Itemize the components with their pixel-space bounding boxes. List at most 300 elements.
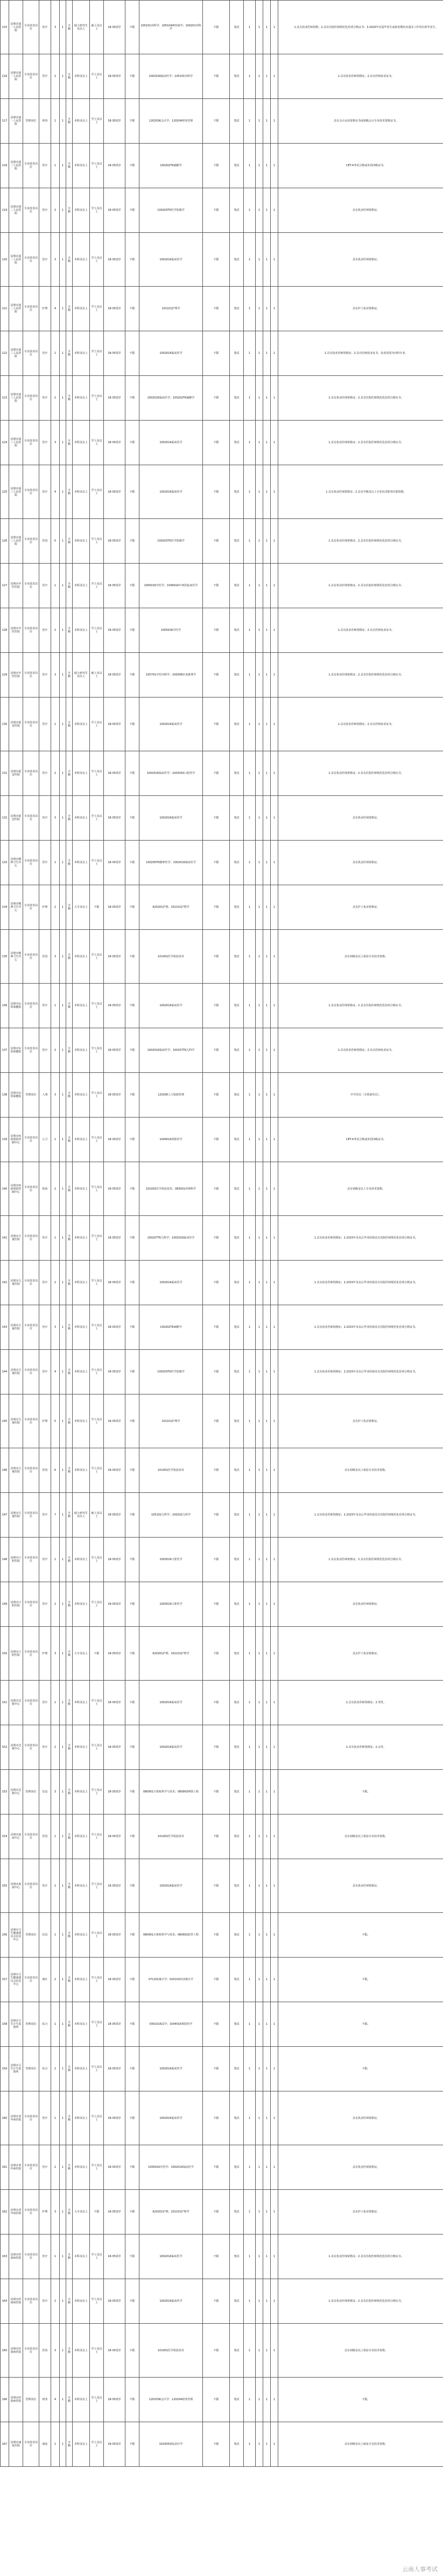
cell-code: 1 — [51, 1681, 60, 1725]
cell-l3: 1 — [271, 2378, 278, 2422]
cell-dir: 1 — [244, 1305, 256, 1350]
cell-no: 147 — [1, 1493, 9, 1538]
cell-extra: 不限 — [203, 885, 230, 930]
cell-major: 101001医学检验技术；083001环境科学 — [139, 1162, 203, 1216]
cell-area: 不限 — [125, 2235, 139, 2279]
cell-cond: 不限。 — [278, 2047, 443, 2091]
cell-degree: 学士及以上 — [90, 2279, 104, 2324]
cell-cat: 医疗 — [39, 608, 51, 653]
cell-age: 18-35周岁 — [104, 984, 125, 1028]
cell-l3: 1 — [271, 885, 278, 930]
cell-no: 132 — [1, 796, 9, 841]
cell-exam: 笔试 — [230, 1493, 244, 1538]
cell-degree: 学士及以上 — [90, 1350, 104, 1394]
cell-l2: 1 — [263, 331, 271, 376]
table-row — [1, 376, 443, 421]
cell-nature: 全额 — [66, 465, 73, 519]
cell-area: 不限 — [125, 751, 139, 796]
cell-dir: 1 — [244, 1582, 256, 1627]
cell-area: 不限 — [125, 1770, 139, 1814]
cell-age: 18-35周岁 — [104, 144, 125, 188]
cell-degree: 不限 — [90, 2190, 104, 2235]
cell-nature: 全额 — [66, 1493, 73, 1538]
cell-post: 专业技术岗位 — [23, 1538, 39, 1582]
cell-l2: 1 — [263, 1216, 271, 1261]
cell-no: 118 — [1, 144, 9, 188]
cell-cat: 医疗 — [39, 1216, 51, 1261]
table-row — [1, 2324, 443, 2378]
cell-age: 18-35周岁 — [104, 54, 125, 99]
cell-unit: 昆明市儿童医院 — [9, 1261, 23, 1305]
cell-l3: 1 — [271, 1305, 278, 1350]
cell-exam: 笔试 — [230, 984, 244, 1028]
cell-cond: 不限。 — [278, 1913, 443, 1958]
cell-dir: 1 — [244, 1627, 256, 1681]
cell-degree: 学士及以上 — [90, 984, 104, 1028]
cell-l3: 1 — [271, 2324, 278, 2378]
cell-no: 142 — [1, 1261, 9, 1305]
cell-post: 专业技术岗位 — [23, 930, 39, 984]
cell-dir: 1 — [244, 2145, 256, 2190]
cell-count: 1 — [60, 1028, 66, 1073]
cell-cat: 医疗 — [39, 1582, 51, 1627]
cell-extra: 不限 — [203, 2002, 230, 2047]
cell-l1: 1 — [256, 1350, 263, 1394]
cell-area: 不限 — [125, 608, 139, 653]
cell-extra: 不限 — [203, 841, 230, 885]
cell-count: 1 — [60, 144, 66, 188]
cell-dir: 1 — [244, 1814, 256, 1859]
cell-exam: 笔试 — [230, 2378, 244, 2422]
cell-extra: 不限 — [203, 2047, 230, 2091]
cell-dir: 1 — [244, 1448, 256, 1493]
cell-grade: 本科及以上 — [73, 1216, 90, 1261]
cell-age: 18-35周岁 — [104, 930, 125, 984]
cell-cat: 医疗 — [39, 2091, 51, 2145]
cell-grade: 本科及以上 — [73, 287, 90, 331]
cell-unit: 昆明市儿童医院 — [9, 1305, 23, 1350]
cell-unit: 昆明市第二人民医院 — [9, 188, 23, 233]
cell-l2: 1 — [263, 1725, 271, 1770]
cell-no: 159 — [1, 2047, 9, 2091]
cell-l1: 1 — [256, 233, 263, 287]
cell-count: 1 — [60, 1913, 66, 1958]
cell-post: 管理岗位 — [23, 1913, 39, 1958]
cell-code: 4 — [51, 2378, 60, 2422]
cell-age: 18-35周岁 — [104, 698, 125, 751]
cell-l1: 1 — [256, 144, 263, 188]
cell-exam: 笔试 — [230, 2190, 244, 2235]
cell-code: 1 — [51, 99, 60, 144]
cell-unit: 昆明市老年病医院 — [9, 2145, 23, 2190]
cell-cond: 具有护士执业资格证。 — [278, 2190, 443, 2235]
cell-post: 专业技术岗位 — [23, 1261, 39, 1305]
cell-dir: 1 — [244, 1859, 256, 1913]
cell-area: 不限 — [125, 1261, 139, 1305]
cell-age: 18-35周岁 — [104, 1770, 125, 1814]
cell-cond: 具有初级及以上检验专业技术资格。 — [278, 1814, 443, 1859]
cell-cond: 1.具有执业医师资格证；2.具有住院医师规范化培训合格证书。 — [278, 751, 443, 796]
cell-l2: 1 — [263, 287, 271, 331]
cell-cond: 具有护士执业资格证。 — [278, 885, 443, 930]
cell-code: 3 — [51, 233, 60, 287]
cell-age: 18-35周岁 — [104, 1305, 125, 1350]
cell-unit: 昆明市妇幼保健院 — [9, 984, 23, 1028]
cell-no: 123 — [1, 376, 9, 421]
cell-dir: 1 — [244, 465, 256, 519]
cell-post: 专业技术岗位 — [23, 2190, 39, 2235]
cell-l1: 1 — [256, 2145, 263, 2190]
cell-degree: 硕士及以上 — [90, 1493, 104, 1538]
cell-post: 专业技术岗位 — [23, 1394, 39, 1448]
cell-nature: 全额 — [66, 2235, 73, 2279]
cell-grade: 本科及以上 — [73, 1394, 90, 1448]
cell-cat: 检验 — [39, 1162, 51, 1216]
cell-grade: 本科及以上 — [73, 1859, 90, 1913]
cell-l3: 1 — [271, 1216, 278, 1261]
cell-l3: 1 — [271, 233, 278, 287]
cell-nature: 全额 — [66, 376, 73, 421]
cell-cat: 信息 — [39, 1913, 51, 1958]
cell-l2: 1 — [263, 1394, 271, 1448]
cell-extra: 不限 — [203, 1725, 230, 1770]
cell-extra: 不限 — [203, 1, 230, 54]
cell-count: 1 — [60, 2324, 66, 2378]
cell-unit: 昆明市儿童医院 — [9, 1493, 23, 1538]
cell-l1: 1 — [256, 608, 263, 653]
cell-extra: 不限 — [203, 331, 230, 376]
cell-dir: 1 — [244, 1770, 256, 1814]
cell-dir: 1 — [244, 564, 256, 608]
table-row — [1, 519, 443, 564]
cell-cond: 1.具有执业医师资格证；2.2015年及以后毕业的须具有住院医师规范化培训合格证书。 — [278, 1350, 443, 1394]
cell-l3: 1 — [271, 1913, 278, 1958]
cell-degree: 学士及以上 — [90, 54, 104, 99]
cell-l1: 1 — [256, 1162, 263, 1216]
cell-cond: 具有初级及以上康复专业技术资格。 — [278, 2422, 443, 2467]
table-row — [1, 1493, 443, 1538]
cell-cond: 1.具有执业医师资格证；2.具有医师执业证书。 — [278, 698, 443, 751]
cell-major: 105102儿科学；100202儿科学 — [139, 1493, 203, 1538]
cell-l3: 1 — [271, 796, 278, 841]
cell-exam: 笔试 — [230, 1028, 244, 1073]
cell-l1: 1 — [256, 1958, 263, 2002]
cell-cat: 医疗 — [39, 1261, 51, 1305]
cell-grade: 本科及以上 — [73, 841, 90, 885]
cell-age: 18-35周岁 — [104, 2002, 125, 2047]
cell-degree: 学士及以上 — [90, 1538, 104, 1582]
table-row — [1, 1, 443, 54]
cell-count: 1 — [60, 99, 66, 144]
cell-l3: 1 — [271, 1261, 278, 1305]
table-row — [1, 1028, 443, 1073]
cell-dir: 1 — [244, 841, 256, 885]
cell-area: 不限 — [125, 885, 139, 930]
cell-degree: 学士及以上 — [90, 608, 104, 653]
cell-count: 1 — [60, 1261, 66, 1305]
cell-post: 专业技术岗位 — [23, 1028, 39, 1073]
cell-l1: 1 — [256, 1814, 263, 1859]
cell-code: 3 — [51, 2324, 60, 2378]
cell-extra: 不限 — [203, 2091, 230, 2145]
cell-degree: 学士及以上 — [90, 376, 104, 421]
table-row — [1, 2002, 443, 2047]
cell-unit: 昆明市第一人民医院 — [9, 54, 23, 99]
cell-degree: 学士及以上 — [90, 1582, 104, 1627]
cell-age: 18-35周岁 — [104, 1725, 125, 1770]
cell-unit: 昆明市血液中心 — [9, 1814, 23, 1859]
cell-degree: 学士及以上 — [90, 1073, 104, 1118]
cell-post: 专业技术岗位 — [23, 144, 39, 188]
cell-count: 1 — [60, 421, 66, 465]
cell-major: 100207TK儿科学；100201K临床医学 — [139, 1216, 203, 1261]
cell-age: 18-35周岁 — [104, 1627, 125, 1681]
cell-degree: 学士及以上 — [90, 2378, 104, 2422]
cell-exam: 笔试 — [230, 144, 244, 188]
cell-post: 专业技术岗位 — [23, 1350, 39, 1394]
cell-post: 专业技术岗位 — [23, 1305, 39, 1350]
cell-grade: 本科及以上 — [73, 1913, 90, 1958]
cell-code: 3 — [51, 1627, 60, 1681]
cell-code: 1 — [51, 331, 60, 376]
cell-l2: 1 — [263, 2091, 271, 2145]
cell-dir: 1 — [244, 421, 256, 465]
cell-l3: 1 — [271, 54, 278, 99]
table-row — [1, 2378, 443, 2422]
table-row — [1, 653, 443, 698]
cell-degree: 学士及以上 — [90, 233, 104, 287]
cell-l1: 1 — [256, 1028, 263, 1073]
cell-count: 1 — [60, 376, 66, 421]
cell-no: 134 — [1, 885, 9, 930]
cell-exam: 笔试 — [230, 1305, 244, 1350]
cell-l2: 1 — [263, 1770, 271, 1814]
cell-cond: 具有执业医师资格证。 — [278, 233, 443, 287]
cell-l3: 1 — [271, 984, 278, 1028]
cell-post: 专业技术岗位 — [23, 1, 39, 54]
table-row — [1, 1118, 443, 1162]
cell-dir: 1 — [244, 984, 256, 1028]
cell-grade: 本科及以上 — [73, 465, 90, 519]
cell-age: 18-35周岁 — [104, 1582, 125, 1627]
cell-grade: 本科及以上 — [73, 1958, 90, 2002]
cell-major: 100201K临床医学 — [139, 465, 203, 519]
cell-code: 1 — [51, 2422, 60, 2467]
cell-extra: 不限 — [203, 984, 230, 1028]
cell-no: 117 — [1, 99, 9, 144]
cell-area: 不限 — [125, 1394, 139, 1448]
cell-l2: 1 — [263, 2235, 271, 2279]
cell-major: 105101内科学；105104神经病学；100201内科学 — [139, 1, 203, 54]
table-row — [1, 1538, 443, 1582]
cell-major: 100501K中医学 — [139, 608, 203, 653]
cell-post: 管理岗位 — [23, 2047, 39, 2091]
cell-extra: 不限 — [203, 421, 230, 465]
cell-l3: 1 — [271, 1770, 278, 1814]
cell-extra: 不限 — [203, 1261, 230, 1305]
cell-dir: 1 — [244, 2378, 256, 2422]
cell-l3: 1 — [271, 2279, 278, 2324]
cell-l2: 1 — [263, 1681, 271, 1725]
cell-area: 不限 — [125, 1216, 139, 1261]
cell-exam: 笔试 — [230, 1448, 244, 1493]
cell-exam: 笔试 — [230, 188, 244, 233]
cell-post: 专业技术岗位 — [23, 1582, 39, 1627]
cell-age: 18-35周岁 — [104, 1028, 125, 1073]
cell-code: 6 — [51, 1448, 60, 1493]
cell-age: 18-35周岁 — [104, 1859, 125, 1913]
cell-area: 不限 — [125, 2279, 139, 2324]
cell-dir: 1 — [244, 796, 256, 841]
cell-l3: 1 — [271, 1448, 278, 1493]
cell-cond: 1.具有执业医师资格证；2.具有医师执业证书。 — [278, 608, 443, 653]
cell-extra: 不限 — [203, 465, 230, 519]
cell-cond: 1.具有执业医师资格；2.具有住院医师规范化培训合格证书；3.2020年应届毕业生或择业期内未落实工作单位的毕业生。 — [278, 1, 443, 54]
watermark: 云南人事考试 — [400, 2564, 440, 2574]
cell-l1: 1 — [256, 519, 263, 564]
cell-area: 不限 — [125, 188, 139, 233]
cell-degree: 学士及以上 — [90, 698, 104, 751]
cell-grade: 本科及以上 — [73, 99, 90, 144]
cell-exam: 笔试 — [230, 885, 244, 930]
cell-l3: 1 — [271, 1958, 278, 2002]
cell-exam: 笔试 — [230, 1261, 244, 1305]
cell-degree: 学士及以上 — [90, 1958, 104, 2002]
table-row — [1, 1305, 443, 1350]
cell-exam: 笔试 — [230, 564, 244, 608]
cell-l2: 1 — [263, 2190, 271, 2235]
cell-grade: 本科及以上 — [73, 1725, 90, 1770]
cell-grade: 本科及以上 — [73, 698, 90, 751]
cell-l2: 1 — [263, 1261, 271, 1305]
cell-post: 专业技术岗位 — [23, 608, 39, 653]
cell-area: 不限 — [125, 2190, 139, 2235]
cell-major: 100201K临床医学；100202TK麻醉学 — [139, 376, 203, 421]
cell-no: 115 — [1, 1, 9, 54]
cell-degree: 学士及以上 — [90, 1681, 104, 1725]
cell-code: 1 — [51, 144, 60, 188]
cell-exam: 笔试 — [230, 1582, 244, 1627]
cell-l3: 1 — [271, 751, 278, 796]
cell-count: 1 — [60, 2145, 66, 2190]
cell-degree: 学士及以上 — [90, 2047, 104, 2091]
table-row — [1, 1350, 443, 1394]
cell-degree: 学士及以上 — [90, 1162, 104, 1216]
cell-l2: 1 — [263, 519, 271, 564]
cell-cond: 具有护士执业资格证。 — [278, 1394, 443, 1448]
cell-l1: 1 — [256, 1681, 263, 1725]
cell-area: 不限 — [125, 331, 139, 376]
cell-grade: 硕士研究生及以上 — [73, 1493, 90, 1538]
cell-l2: 1 — [263, 1538, 271, 1582]
cell-major: 120206人力资源管理 — [139, 1073, 203, 1118]
cell-grade: 本科及以上 — [73, 1162, 90, 1216]
cell-dir: 1 — [244, 1681, 256, 1725]
cell-extra: 不限 — [203, 1913, 230, 1958]
cell-nature: 全额 — [66, 2002, 73, 2047]
cell-degree: 学士及以上 — [90, 751, 104, 796]
cell-post: 专业技术岗位 — [23, 698, 39, 751]
cell-cat: 护理 — [39, 1627, 51, 1681]
cell-degree: 学士及以上 — [90, 519, 104, 564]
cell-unit: 昆明市第一人民医院 — [9, 99, 23, 144]
cell-count: 1 — [60, 1305, 66, 1350]
cell-nature: 全额 — [66, 54, 73, 99]
cell-no: 120 — [1, 233, 9, 287]
cell-exam: 笔试 — [230, 287, 244, 331]
table-row — [1, 54, 443, 99]
cell-exam: 笔试 — [230, 233, 244, 287]
cell-area: 不限 — [125, 2047, 139, 2091]
cell-dir: 1 — [244, 2422, 256, 2467]
cell-exam: 笔试 — [230, 1118, 244, 1162]
cell-l2: 1 — [263, 1493, 271, 1538]
cell-l2: 1 — [263, 653, 271, 698]
cell-no: 161 — [1, 2145, 9, 2190]
cell-l1: 1 — [256, 1913, 263, 1958]
cell-dir: 1 — [244, 698, 256, 751]
cell-unit: 昆明市传染病医院 — [9, 2279, 23, 2324]
cell-dir: 1 — [244, 2047, 256, 2091]
table-row — [1, 885, 443, 930]
cell-exam: 笔试 — [230, 2235, 244, 2279]
cell-age: 18-35周岁 — [104, 2378, 125, 2422]
cell-l2: 1 — [263, 564, 271, 608]
cell-l1: 1 — [256, 1627, 263, 1681]
cell-cat: 护理 — [39, 1394, 51, 1448]
cell-count: 1 — [60, 2190, 66, 2235]
cell-degree: 学士及以上 — [90, 2002, 104, 2047]
cell-nature: 全额 — [66, 2091, 73, 2145]
cell-nature: 全额 — [66, 930, 73, 984]
cell-code: 3 — [51, 1, 60, 54]
cell-l3: 1 — [271, 930, 278, 984]
cell-count: 1 — [60, 2235, 66, 2279]
cell-major: 101001医学检验技术 — [139, 1814, 203, 1859]
cell-dir: 1 — [244, 1538, 256, 1582]
cell-code: 2 — [51, 1958, 60, 2002]
cell-post: 专业技术岗位 — [23, 653, 39, 698]
cell-code: 1 — [51, 2002, 60, 2047]
cell-unit: 昆明市康复医院 — [9, 2422, 23, 2467]
cell-grade: 大专及以上 — [73, 1627, 90, 1681]
cell-post: 专业技术岗位 — [23, 1118, 39, 1162]
cell-extra: 不限 — [203, 2145, 230, 2190]
cell-l1: 1 — [256, 2279, 263, 2324]
cell-grade: 大专及以上 — [73, 885, 90, 930]
cell-extra: 不限 — [203, 1394, 230, 1448]
cell-nature: 全额 — [66, 1, 73, 54]
cell-major: 100203TK医学影像学 — [139, 1350, 203, 1394]
cell-extra: 不限 — [203, 376, 230, 421]
cell-dir: 1 — [244, 287, 256, 331]
cell-post: 专业技术岗位 — [23, 796, 39, 841]
cell-l1: 1 — [256, 1394, 263, 1448]
cell-degree: 学士及以上 — [90, 564, 104, 608]
cell-cond: 具有执业医师资格证。 — [278, 2091, 443, 2145]
cell-major: 101001医学检验技术 — [139, 930, 203, 984]
cell-cat: 医技 — [39, 1814, 51, 1859]
cell-area: 不限 — [125, 841, 139, 885]
cell-no: 122 — [1, 331, 9, 376]
cell-age: 18-35周岁 — [104, 287, 125, 331]
cell-dir: 1 — [244, 144, 256, 188]
cell-grade: 本科及以上 — [73, 2047, 90, 2091]
cell-dir: 1 — [244, 1958, 256, 2002]
cell-code: 2 — [51, 2145, 60, 2190]
cell-nature: 全额 — [66, 1305, 73, 1350]
cell-no: 139 — [1, 1118, 9, 1162]
